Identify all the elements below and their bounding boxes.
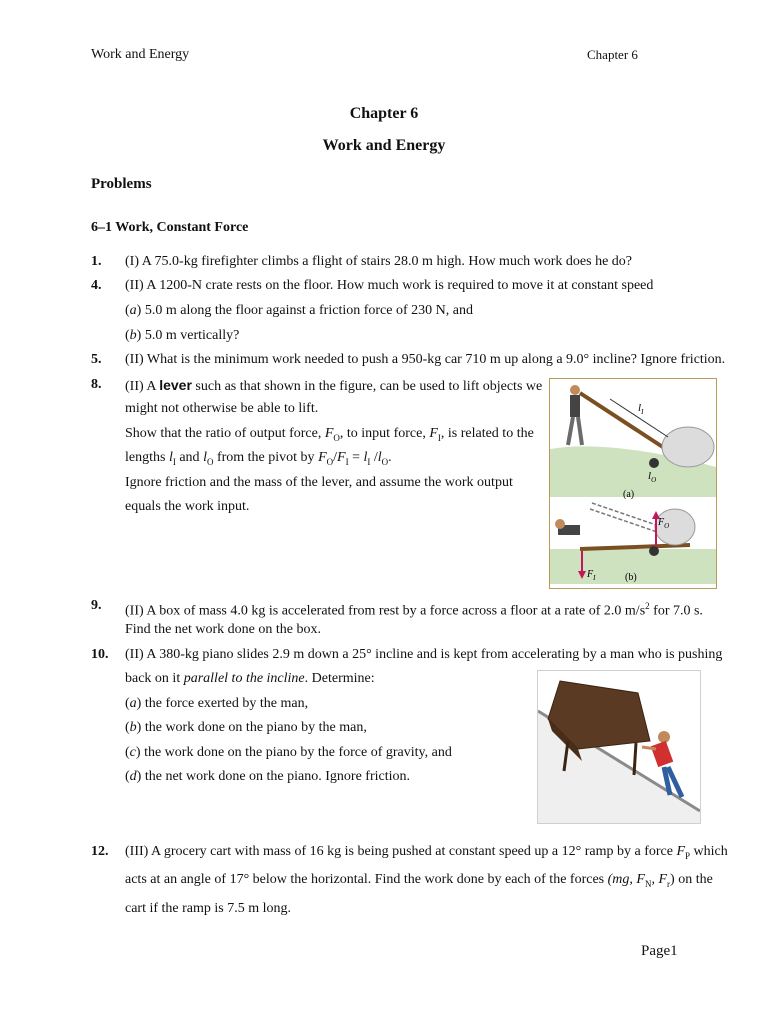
- problem-number: 10.: [91, 647, 109, 662]
- problem-text-line: (II) A 380-kg piano slides 2.9 m down a 25° incline and is kept from accelerating by a man who is pushing: [125, 647, 723, 662]
- problem-text: (II) What is the minimum work needed to push a 950-kg car 710 m up along a 9.0° incline? Ignore friction.: [125, 352, 726, 367]
- problem-text-line: cart if the ramp is 7.5 m long.: [125, 901, 292, 916]
- problem-text-line: (II) A lever such as that shown in the figure, can be used to lift objects we: [125, 377, 543, 394]
- lever-illustration: [550, 379, 716, 588]
- problem-number: 8.: [91, 377, 102, 392]
- lever-figure: [549, 378, 717, 589]
- problem-text-line: (III) A grocery cart with mass of 16 kg is being pushed at constant speed up a 12° ramp by a force $F_P$ which: [125, 844, 728, 861]
- problem-part-c: (c) the work done on the piano by the force of gravity, and: [125, 745, 452, 760]
- section-heading: Problems: [91, 176, 152, 192]
- problem-number: 12.: [91, 844, 109, 859]
- problem-number: 4.: [91, 278, 102, 293]
- chapter-subtitle: Work and Energy: [322, 137, 446, 154]
- running-header-left: Work and Energy: [91, 47, 190, 62]
- problem-text-line: Show that the ratio of output force, $F_O$, to input force, $F_I$, is related to the: [125, 426, 534, 443]
- problem-text-line: back on it parallel to the incline. Determine:: [125, 671, 375, 686]
- page-number: Page1: [641, 943, 678, 959]
- lever-length-input-label: $l_I$: [638, 402, 644, 416]
- panel-b-label: (b): [625, 572, 637, 583]
- panel-a-label: (a): [623, 489, 635, 500]
- problem-text-line: lengths $l_I$ and $l_O$ from the pivot by $F_O/F_I = l_I$ $/l_O$.: [125, 450, 392, 467]
- problem-part-b: (b) the work done on the piano by the man,: [125, 720, 367, 735]
- problem-number: 1.: [91, 254, 102, 269]
- problem-text-line: acts at an angle of 17° below the horizontal. Find the work done by each of the forces (mg, $F_N$, $F_r$) on the: [125, 872, 713, 889]
- problem-number: 9.: [91, 598, 102, 613]
- problem-part-b: (b) 5.0 m vertically?: [125, 328, 240, 343]
- running-header-right: Chapter 6: [587, 47, 638, 62]
- problem-text: (II) A 1200-N crate rests on the floor. How much work is required to move it at constant speed: [125, 278, 654, 293]
- chapter-title: Chapter 6: [349, 105, 419, 122]
- problem-part-a: (a) 5.0 m along the floor against a friction force of 230 N, and: [125, 303, 473, 318]
- problem-number: 5.: [91, 352, 102, 367]
- problem-text: (I) A 75.0-kg firefighter climbs a flight of stairs 28.0 m high. How much work does he do?: [125, 254, 633, 269]
- problem-text-line: equals the work input.: [125, 499, 250, 514]
- output-force-label: $F_O$: [658, 517, 670, 530]
- problem-text-line: Ignore friction and the mass of the lever, and assume the work output: [125, 475, 513, 490]
- piano-illustration: [538, 671, 700, 823]
- lever-length-output-label: $l_O$: [648, 470, 657, 484]
- problem-text-line: might not otherwise be able to lift.: [125, 401, 319, 416]
- piano-incline-figure: [537, 670, 701, 824]
- problem-part-d: (d) the net work done on the piano. Ignore friction.: [125, 769, 410, 784]
- problem-text-line: Find the net work done on the box.: [125, 622, 321, 637]
- problem-text-line: (II) A box of mass 4.0 kg is accelerated from rest by a force across a floor at a rate of 2.0 $m/s^2$ for 7.0 s.: [125, 601, 703, 619]
- problem-part-a: (a) the force exerted by the man,: [125, 696, 309, 711]
- subsection-heading: 6–1 Work, Constant Force: [91, 220, 249, 235]
- input-force-label: $F_I$: [587, 569, 596, 582]
